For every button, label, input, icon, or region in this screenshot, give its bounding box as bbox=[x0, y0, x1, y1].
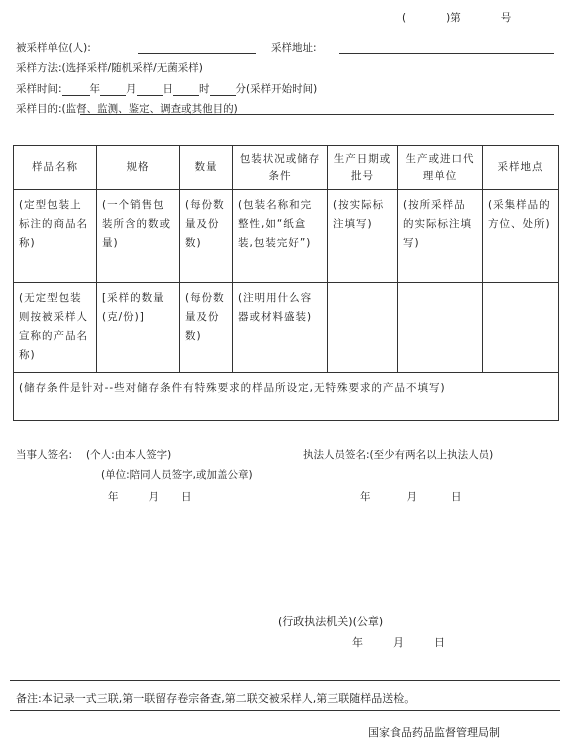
sampled-unit-blank[interactable] bbox=[138, 53, 256, 54]
day-label: 日 bbox=[162, 83, 174, 95]
seal-date-year: 年 bbox=[352, 636, 363, 649]
seal-date-day: 日 bbox=[434, 636, 445, 649]
header-production-date: 生产日期或批号 bbox=[328, 146, 398, 190]
header-packaging: 包装状况或储存条件 bbox=[233, 146, 328, 190]
month-blank[interactable] bbox=[100, 83, 126, 96]
table-header-row bbox=[14, 146, 559, 190]
table-footnote: (储存条件是针对--些对储存条件有特殊要求的样品所设定,无特殊要求的产品不填写) bbox=[14, 373, 559, 421]
doc-number-close: ) bbox=[446, 12, 451, 24]
doc-number-hao: 号 bbox=[500, 12, 512, 24]
table-cell[interactable]: (注明用什么容器或材料盛装) bbox=[233, 283, 328, 373]
seal-date bbox=[352, 634, 445, 650]
month-label: 月 bbox=[126, 83, 137, 95]
table-cell[interactable]: (每份数量及份数) bbox=[180, 190, 233, 283]
doc-number-di: 第 bbox=[450, 12, 461, 24]
note-divider-top bbox=[10, 680, 560, 681]
seal-text: (行政执法机关)(公章) bbox=[278, 615, 384, 628]
sampled-unit-label: 被采样单位(人): bbox=[16, 42, 91, 54]
table-cell[interactable]: (采集样品的方位、处所) bbox=[483, 190, 559, 283]
sample-address-blank[interactable] bbox=[339, 53, 554, 54]
sampling-time-field bbox=[16, 81, 317, 96]
officer-signature bbox=[303, 447, 493, 462]
officer-date-month: 月 bbox=[406, 491, 417, 503]
party-unit-note: (单位:陪同人员签字,或加盖公章) bbox=[101, 469, 253, 481]
minute-label: 分 bbox=[235, 83, 247, 95]
header-sample-name: 样品名称 bbox=[14, 146, 97, 190]
table-cell[interactable]: (一个销售包装所含的数或量) bbox=[97, 190, 180, 283]
officer-date-year: 年 bbox=[360, 491, 371, 503]
sampling-purpose-label: 采样目的: bbox=[16, 103, 62, 115]
table-cell[interactable]: (按所采样品的实际标注填写) bbox=[398, 190, 483, 283]
hour-label: 时 bbox=[199, 83, 210, 95]
table-cell[interactable] bbox=[328, 283, 398, 373]
document-number bbox=[402, 10, 511, 25]
party-date-year: 年 bbox=[108, 491, 119, 503]
sampling-time-label: 采样时间: bbox=[16, 83, 62, 95]
party-date-month: 月 bbox=[148, 491, 159, 503]
officer-date bbox=[360, 489, 462, 504]
year-blank[interactable] bbox=[62, 83, 90, 96]
sampling-method-value: (选择采样/随机采样/无菌采样) bbox=[61, 62, 203, 74]
table-cell[interactable]: (定型包装上标注的商品名称) bbox=[14, 190, 97, 283]
minute-blank[interactable] bbox=[210, 83, 236, 96]
doc-number-open: ( bbox=[402, 12, 407, 24]
day-blank[interactable] bbox=[137, 83, 163, 96]
officer-signature-note: (至少有两名以上执法人员) bbox=[369, 449, 494, 461]
issuer-text: 国家食品药品监督管理局制 bbox=[368, 726, 500, 739]
table-footnote-row bbox=[14, 373, 559, 421]
table-row bbox=[14, 283, 559, 373]
table-row bbox=[14, 190, 559, 283]
header-producer: 生产或进口代理单位 bbox=[398, 146, 483, 190]
table-cell[interactable]: [采样的数量(克/份)] bbox=[97, 283, 180, 373]
sampling-time-note: (采样开始时间) bbox=[246, 83, 318, 95]
party-person-note: (个人:由本人签字) bbox=[86, 449, 172, 461]
header-sampling-location: 采样地点 bbox=[483, 146, 559, 190]
party-signature-label: 当事人签名: bbox=[16, 449, 73, 461]
party-date bbox=[108, 489, 192, 504]
officer-signature-label: 执法人员签名: bbox=[303, 449, 370, 461]
table-cell[interactable]: (按实际标注填写) bbox=[328, 190, 398, 283]
party-date-day: 日 bbox=[181, 491, 192, 503]
header-spec: 规格 bbox=[97, 146, 180, 190]
sampling-purpose-blank[interactable] bbox=[80, 114, 554, 115]
seal-date-month: 月 bbox=[393, 636, 404, 649]
table-cell[interactable] bbox=[398, 283, 483, 373]
note-divider-bottom bbox=[10, 710, 560, 711]
table-cell[interactable] bbox=[483, 283, 559, 373]
sampling-purpose-value: (监督、监测、鉴定、调查或其他目的) bbox=[61, 103, 238, 115]
hour-blank[interactable] bbox=[173, 83, 199, 96]
party-signature bbox=[16, 447, 171, 462]
remarks-note: 备注:本记录一式三联,第一联留存卷宗备查,第二联交被采样人,第三联随样品送检。 bbox=[16, 692, 416, 705]
sampled-unit-field bbox=[16, 40, 91, 55]
sampling-method-field bbox=[16, 60, 203, 75]
year-label: 年 bbox=[89, 83, 101, 95]
table-cell[interactable]: (每份数量及份数) bbox=[180, 283, 233, 373]
header-quantity: 数量 bbox=[180, 146, 233, 190]
table-cell[interactable]: (包装名称和完整性,如“纸盒装,包装完好”) bbox=[233, 190, 328, 283]
sample-address-field bbox=[271, 40, 317, 55]
sample-address-label: 采样地址: bbox=[271, 42, 317, 54]
officer-date-day: 日 bbox=[451, 491, 462, 503]
sample-table bbox=[13, 145, 559, 421]
table-cell[interactable]: (无定型包装则按被采样人宣称的产品名称) bbox=[14, 283, 97, 373]
sampling-method-label: 采样方法: bbox=[16, 62, 62, 74]
